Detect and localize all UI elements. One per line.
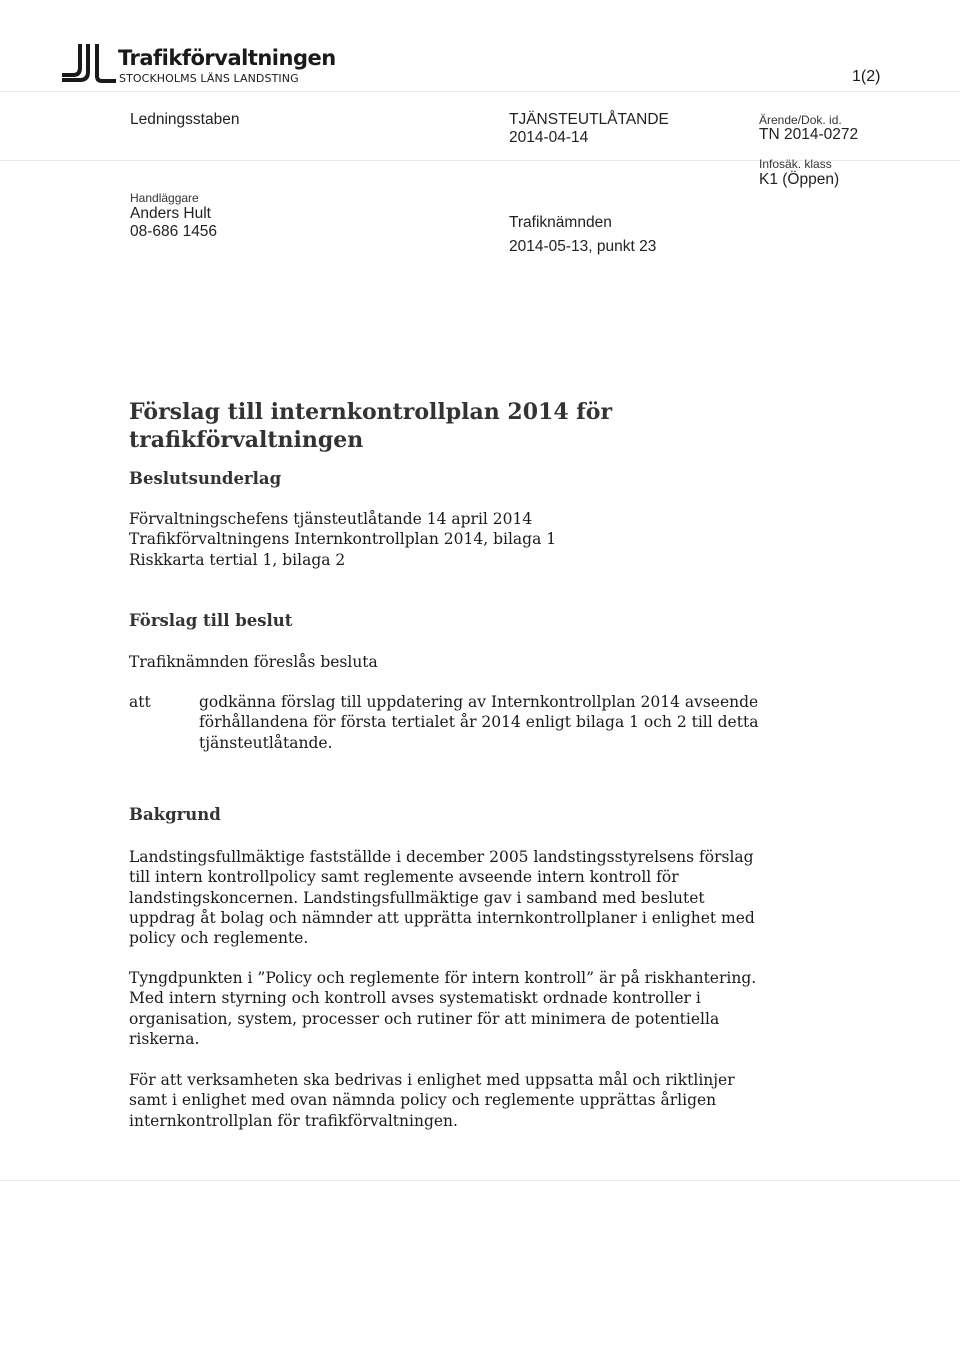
text-line: Landstingsfullmäktige fastställde i december 2005 landstingsstyrelsens förslag bbox=[129, 848, 754, 866]
background-heading: Bakgrund bbox=[129, 805, 221, 824]
organization-logo bbox=[58, 38, 118, 88]
text-line: till intern kontrollpolicy samt reglemente avseende intern kontroll för bbox=[129, 868, 679, 887]
handler-name: Anders Hult bbox=[130, 205, 211, 222]
department: Ledningsstaben bbox=[130, 111, 240, 128]
meeting-info: 2014-05-13, punkt 23 bbox=[509, 238, 657, 255]
proposal-line: förhållandena för första tertialet år 2014 enligt bilaga 1 och 2 till detta bbox=[199, 713, 759, 732]
text-line: samt i enlighet med ovan nämnda policy och reglemente upprättas årligen bbox=[129, 1091, 717, 1110]
text-line: Med intern styrning och kontroll avses systematiskt ordnade kontroller i bbox=[129, 989, 701, 1008]
document-title: Förslag till internkontrollplan 2014 för trafikförvaltningen bbox=[129, 399, 613, 453]
background-paragraph bbox=[129, 968, 769, 1049]
basis-item: Riskkarta tertial 1, bilaga 2 bbox=[129, 550, 346, 569]
document-date: 2014-04-14 bbox=[509, 129, 589, 146]
scan-line bbox=[0, 91, 960, 92]
org-subtitle: STOCKHOLMS LÄNS LANDSTING bbox=[119, 72, 299, 85]
proposal-text bbox=[199, 692, 779, 753]
text-line: uppdrag åt bolag och nämnder att upprätta internkontrollplaner i enlighet med bbox=[129, 908, 755, 927]
proposal-line: godkänna förslag till uppdatering av Internkontrollplan 2014 avseende bbox=[199, 693, 759, 711]
basis-item: Trafikförvaltningens Internkontrollplan 2014, bilaga 1 bbox=[129, 530, 557, 549]
page-number: 1(2) bbox=[852, 68, 881, 85]
att-label: att bbox=[129, 693, 151, 711]
scan-line bbox=[0, 1180, 960, 1181]
handler-label: Handläggare bbox=[130, 191, 199, 205]
org-name: Trafikförvaltningen bbox=[118, 46, 336, 70]
case-id-label: Ärende/Dok. id. bbox=[759, 113, 842, 127]
case-id: TN 2014-0272 bbox=[759, 126, 859, 143]
background-paragraph bbox=[129, 847, 769, 948]
basis-list bbox=[129, 509, 769, 570]
document-type: TJÄNSTEUTLÅTANDE bbox=[509, 111, 669, 128]
classification-value: K1 (Öppen) bbox=[759, 171, 840, 188]
text-line: internkontrollplan för trafikförvaltningen. bbox=[129, 1111, 458, 1130]
text-line: organisation, system, processer och rutiner för att minimera de potentiella bbox=[129, 1009, 720, 1028]
basis-item: Förvaltningschefens tjänsteutlåtande 14 april 2014 bbox=[129, 510, 533, 528]
proposal-line: tjänsteutlåtande. bbox=[199, 733, 333, 752]
proposal-heading: Förslag till beslut bbox=[129, 611, 293, 630]
text-line: För att verksamheten ska bedrivas i enlighet med uppsatta mål och riktlinjer bbox=[129, 1071, 735, 1089]
proposal-intro: Trafiknämnden föreslås besluta bbox=[129, 653, 378, 671]
text-line: landstingskoncernen. Landstingsfullmäktige gav i samband med beslutet bbox=[129, 888, 705, 907]
text-line: policy och reglemente. bbox=[129, 929, 309, 948]
recipient: Trafiknämnden bbox=[509, 214, 612, 231]
classification-label: Infosäk. klass bbox=[759, 157, 832, 171]
text-line: riskerna. bbox=[129, 1029, 200, 1048]
basis-heading: Beslutsunderlag bbox=[129, 469, 282, 488]
text-line: Tyngdpunkten i ”Policy och reglemente för intern kontroll” är på riskhantering. bbox=[129, 969, 757, 987]
background-paragraph bbox=[129, 1070, 769, 1131]
handler-phone: 08-686 1456 bbox=[130, 223, 218, 240]
